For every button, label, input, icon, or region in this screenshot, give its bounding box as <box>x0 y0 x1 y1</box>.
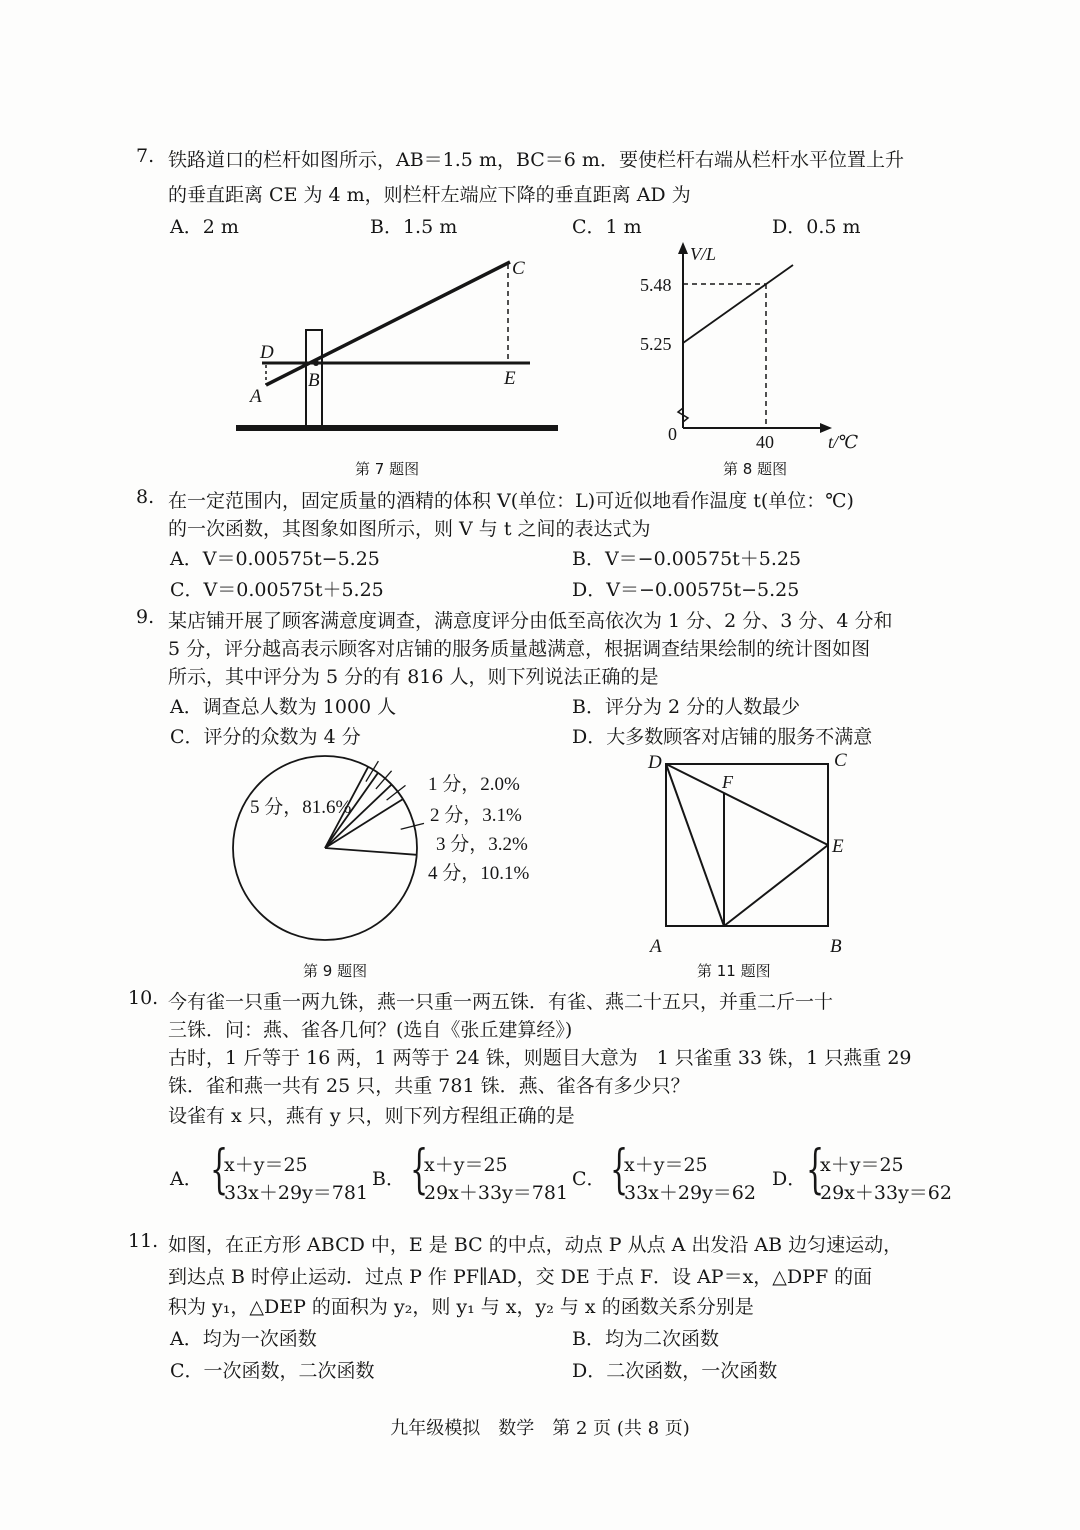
pie-slice-boundary <box>325 848 417 855</box>
q11-number: 11. <box>128 1230 159 1252</box>
pie-label-1: 1 分，2.0% <box>428 774 520 795</box>
q7-option-c[interactable]: C．1 m <box>572 216 642 238</box>
label-a: A <box>650 936 662 957</box>
label-e: E <box>504 368 516 389</box>
label-b: B <box>308 370 320 391</box>
figure-11-square-diagram <box>640 748 870 958</box>
pie-label-2: 2 分，3.1% <box>430 805 522 826</box>
q10-text-line4: 铢．雀和燕一共有 25 只，共重 781 铢．燕、雀各有多少只？ <box>168 1075 690 1097</box>
equation-1: x＋y＝25 <box>224 1154 308 1176</box>
q10-option-a-letter[interactable]: A． <box>170 1168 203 1190</box>
brace-icon: { <box>210 1140 229 1200</box>
barrier-pole <box>266 262 510 385</box>
q9-option-d[interactable]: D．大多数顾客对店铺的服务不满意 <box>572 726 873 748</box>
q9-option-b[interactable]: B．评分为 2 分的人数最少 <box>572 696 801 718</box>
label-b: B <box>830 936 842 957</box>
pie-leader-line <box>401 823 424 829</box>
label-f: F <box>722 772 733 792</box>
q7-option-d[interactable]: D．0.5 m <box>772 216 861 238</box>
q7-number: 7. <box>136 145 155 167</box>
label-e: E <box>832 836 844 857</box>
q11-option-d[interactable]: D．二次函数，一次函数 <box>572 1360 778 1382</box>
y-axis-arrow-icon <box>678 242 688 254</box>
equation-1: x＋y＝25 <box>424 1154 508 1176</box>
pie-label-3: 3 分，3.2% <box>436 834 528 855</box>
figure-7-barrier-diagram <box>230 250 570 450</box>
graph-line <box>683 265 793 343</box>
q7-text-line1: 铁路道口的栏杆如图所示，AB＝1.5 m，BC＝6 m．要使栏杆右端从栏杆水平位置上升 <box>168 149 904 171</box>
tick-525: 5.25 <box>640 334 672 354</box>
q10-option-c-letter[interactable]: C． <box>572 1168 606 1190</box>
q10-option-d-letter[interactable]: D． <box>772 1168 807 1190</box>
q10-text-line1: 今有雀一只重一两九铢，燕一只重一两五铢．有雀、燕二十五只，并重二斤一十 <box>168 991 834 1013</box>
q9-text-line3: 所示，其中评分为 5 分的有 816 人，则下列说法正确的是 <box>168 666 659 688</box>
q8-number: 8. <box>136 486 155 508</box>
equation-2: 29x＋33y＝781 <box>424 1182 569 1204</box>
q9-number: 9. <box>136 606 155 628</box>
origin-label: 0 <box>668 424 677 444</box>
figure-9-pie-chart <box>230 755 560 960</box>
brace-icon: { <box>410 1140 429 1200</box>
x-axis-label: t/℃ <box>828 432 859 452</box>
label-d: D <box>648 752 662 773</box>
brace-icon: { <box>806 1140 825 1200</box>
q7-option-b[interactable]: B．1.5 m <box>370 216 458 238</box>
q9-text-line2: 5 分，评分越高表示顾客对店铺的服务质量越满意，根据调查结果绘制的统计图如图 <box>168 638 871 660</box>
q9-option-a[interactable]: A．调查总人数为 1000 人 <box>170 696 397 718</box>
q11-text-line1: 如图，在正方形 ABCD 中，E 是 BC 的中点，动点 P 从点 A 出发沿 AB 边匀速运动， <box>168 1234 903 1256</box>
label-d: D <box>260 342 274 363</box>
q11-option-c[interactable]: C．一次函数，二次函数 <box>170 1360 375 1382</box>
q10-number: 10. <box>128 987 159 1009</box>
q7-option-a[interactable]: A．2 m <box>170 216 239 238</box>
q10-text-line5: 设雀有 x 只，燕有 y 只，则下列方程组正确的是 <box>168 1105 575 1127</box>
q8-option-c[interactable]: C．V＝0.00575t＋5.25 <box>170 579 384 601</box>
q11-option-a[interactable]: A．均为一次函数 <box>170 1328 317 1350</box>
square-abcd <box>666 764 828 926</box>
q10-text-line2: 三铢．问：燕、雀各几何？(选自《张丘建算经》) <box>168 1019 573 1041</box>
page-footer: 九年级模拟 数学 第 2 页 (共 8 页) <box>390 1418 690 1439</box>
tick-40: 40 <box>756 432 774 452</box>
figure-8-line-graph <box>620 240 880 455</box>
q8-option-b[interactable]: B．V＝−0.00575t＋5.25 <box>572 548 802 570</box>
q11-text-line3: 积为 y₁，△DEP 的面积为 y₂，则 y₁ 与 x，y₂ 与 x 的函数关系分别是 <box>168 1296 754 1318</box>
figure-8-caption: 第 8 题图 <box>723 460 788 478</box>
equation-1: x＋y＝25 <box>820 1154 904 1176</box>
q11-option-b[interactable]: B．均为二次函数 <box>572 1328 719 1350</box>
q9-option-c[interactable]: C．评分的众数为 4 分 <box>170 726 361 748</box>
equation-2: 33x＋29y＝62 <box>624 1182 756 1204</box>
q10-text-line3: 古时，1 斤等于 16 两，1 两等于 24 铢，则题目大意为 1 只雀重 33 铢，1 只燕重 29 <box>168 1047 912 1069</box>
segment-pe <box>724 845 828 926</box>
q7-text-line2: 的垂直距离 CE 为 4 m，则栏杆左端应下降的垂直距离 AD 为 <box>168 184 691 206</box>
tick-548: 5.48 <box>640 275 672 295</box>
figure-11-caption: 第 11 题图 <box>697 962 771 980</box>
q8-option-a[interactable]: A．V＝0.00575t−5.25 <box>170 548 380 570</box>
q8-text-line1: 在一定范围内，固定质量的酒精的体积 V(单位：L)可近似地看作温度 t(单位：℃) <box>168 490 854 512</box>
q9-text-line1: 某店铺开展了顾客满意度调查，满意度评分由低至高依次为 1 分、2 分、3 分、4 分和 <box>168 610 893 632</box>
label-c: C <box>834 750 847 771</box>
q11-text-line2: 到达点 B 时停止运动．过点 P 作 PF∥AD，交 DE 于点 F．设 AP＝x，△DPF 的面 <box>168 1266 873 1288</box>
figure-7-caption: 第 7 题图 <box>355 460 420 478</box>
chart-caption: 第 9 题图 <box>303 962 368 980</box>
label-a: A <box>250 386 262 407</box>
q8-text-line2: 的一次函数，其图象如图所示，则 V 与 t 之间的表达式为 <box>168 518 651 540</box>
label-c: C <box>512 258 525 279</box>
q8-option-d[interactable]: D．V＝−0.00575t−5.25 <box>572 579 800 601</box>
y-axis-label: V/L <box>690 244 717 264</box>
equation-2: 29x＋33y＝62 <box>820 1182 952 1204</box>
pie-label-4: 4 分，10.1% <box>428 863 530 884</box>
brace-icon: { <box>610 1140 629 1200</box>
pivot-point-b <box>313 360 319 366</box>
q10-option-b-letter[interactable]: B． <box>372 1168 405 1190</box>
equation-1: x＋y＝25 <box>624 1154 708 1176</box>
pie-label-5: 5 分，81.6% <box>250 797 352 818</box>
equation-2: 33x＋29y＝781 <box>224 1182 369 1204</box>
